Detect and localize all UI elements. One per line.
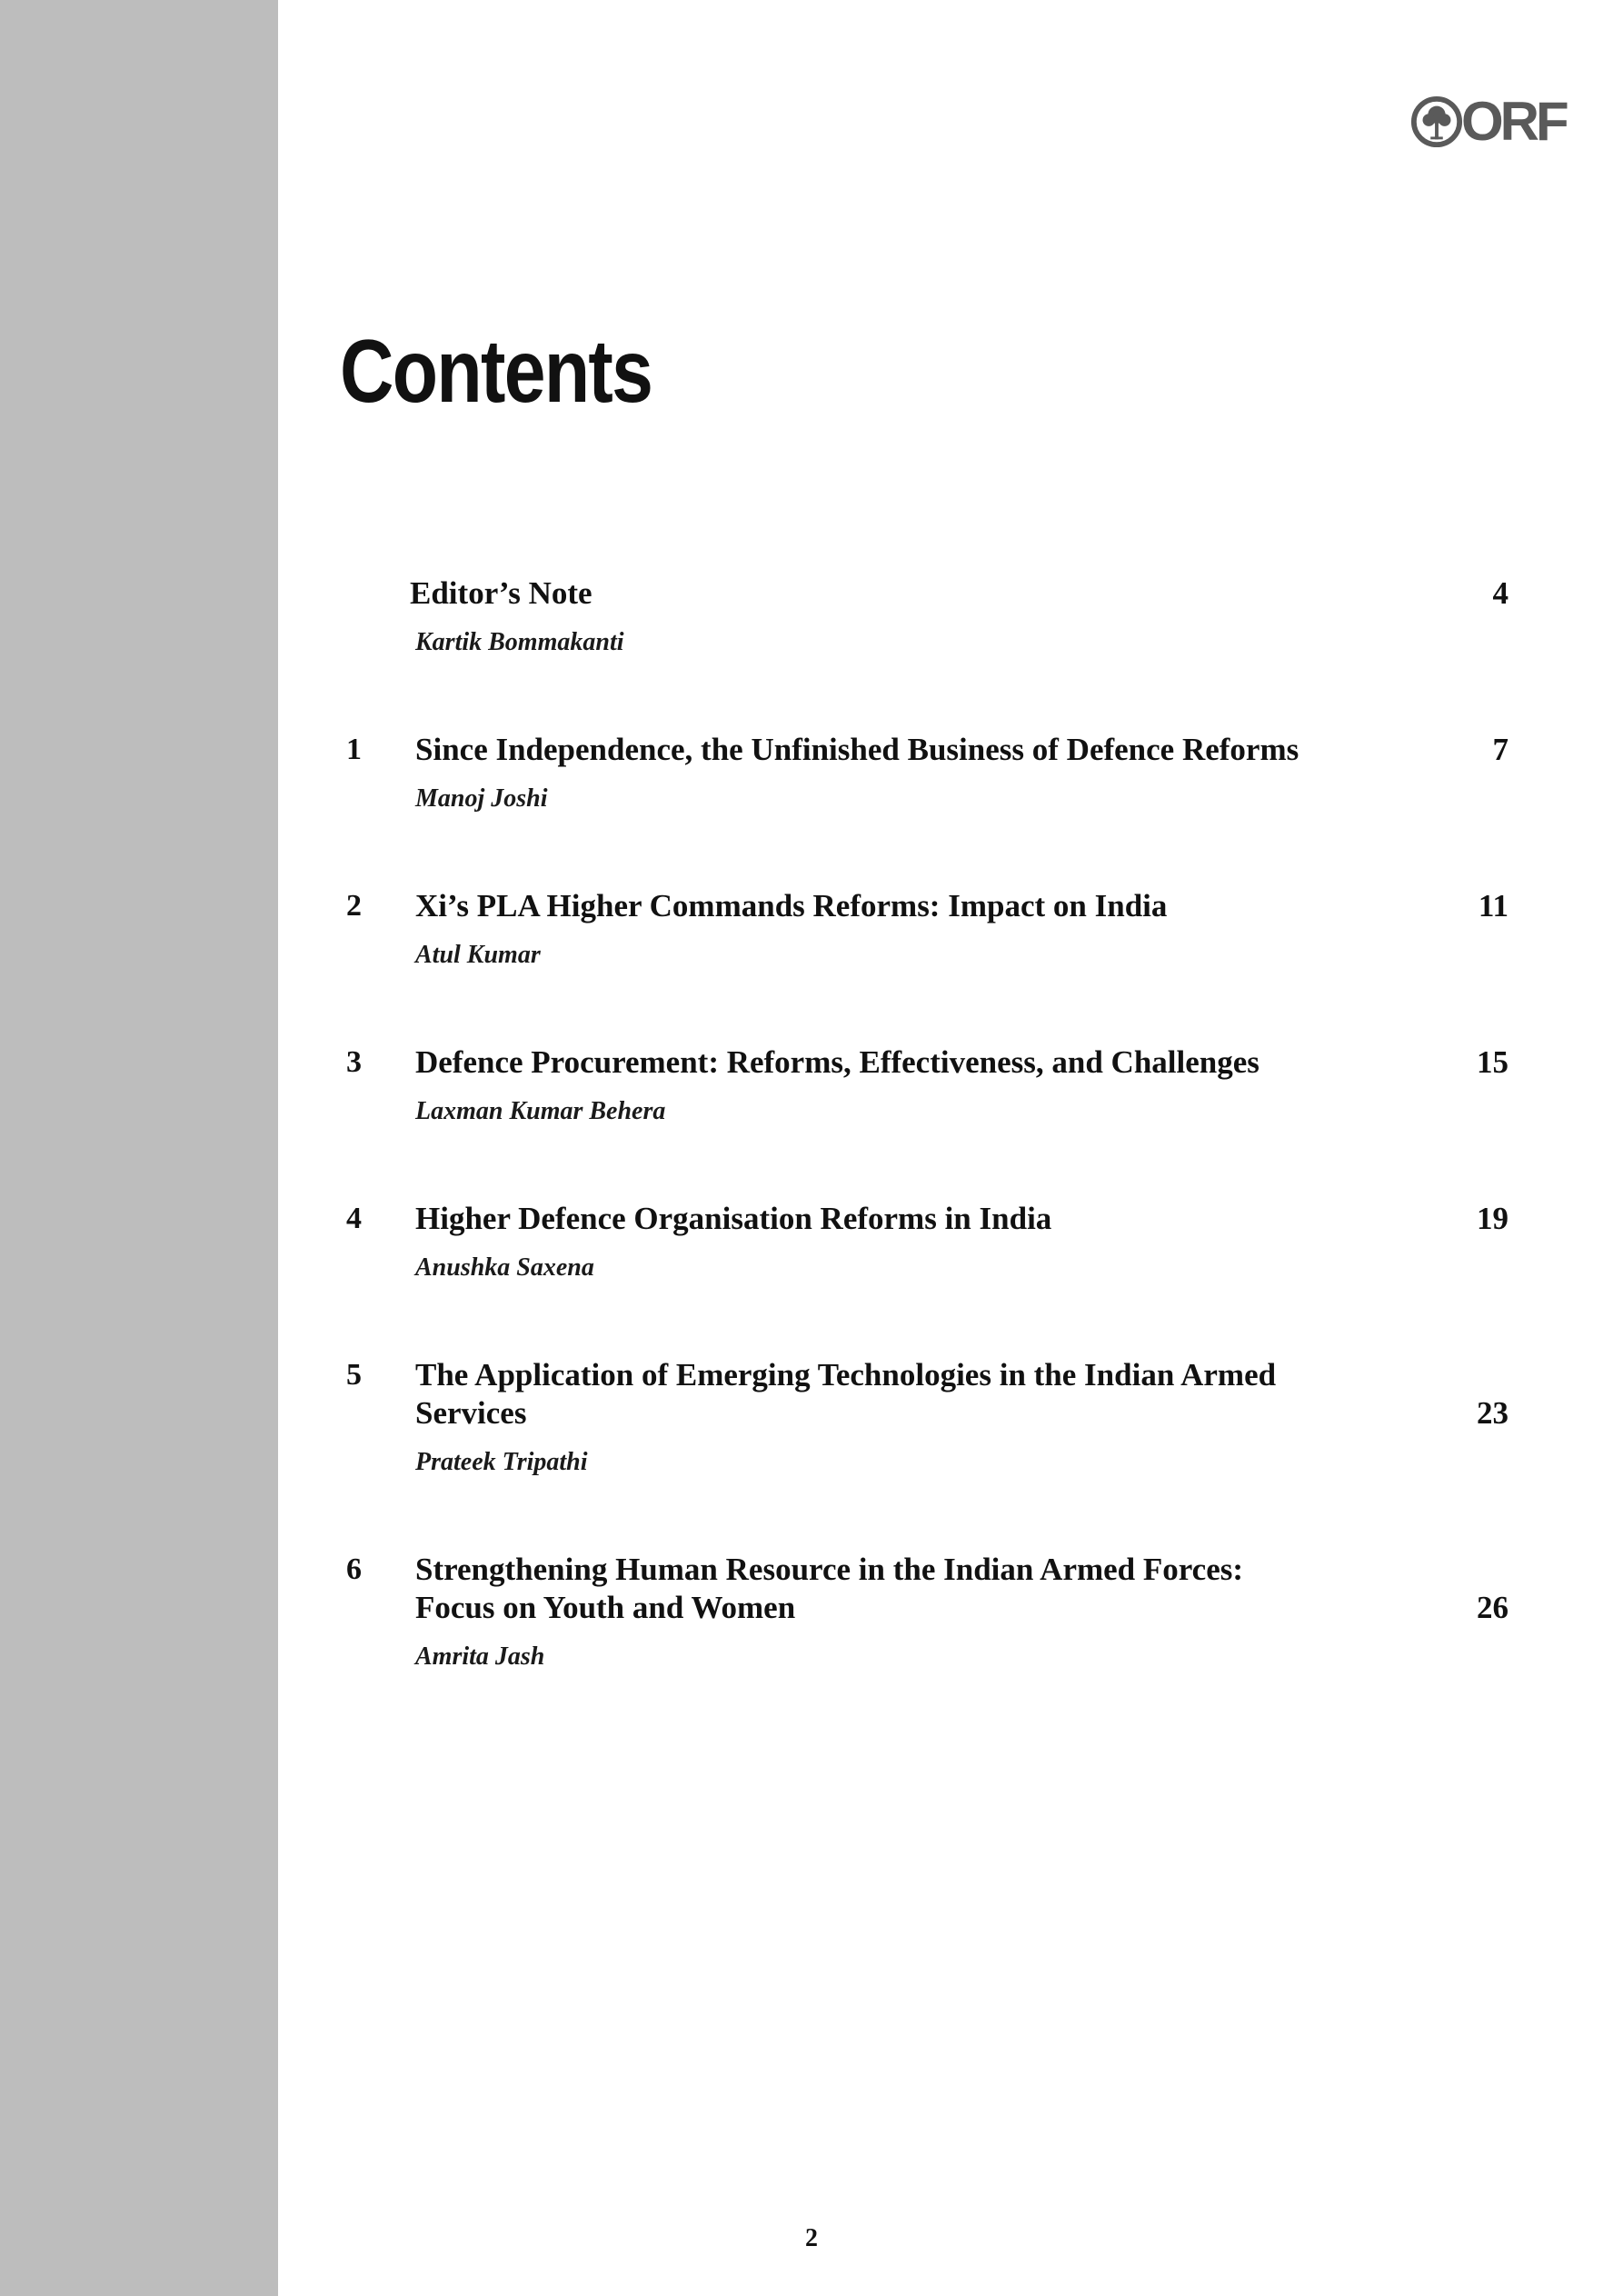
logo-text: ORF — [1461, 91, 1566, 152]
entry-number: 2 — [346, 889, 362, 923]
tree-logo-icon — [1410, 95, 1463, 148]
entry-number: 5 — [346, 1358, 362, 1392]
entry-page-number: 23 — [1477, 1395, 1508, 1431]
entry-number: 3 — [346, 1045, 362, 1079]
page-title: Contents — [340, 321, 652, 421]
entry-author: Anushka Saxena — [415, 1253, 594, 1282]
entry-number: 4 — [346, 1202, 362, 1235]
entry-page-number: 26 — [1477, 1590, 1508, 1625]
entry-title[interactable]: Defence Procurement: Reforms, Effectiveness, and Challenges — [415, 1044, 1260, 1080]
entry-author: Amrita Jash — [415, 1642, 545, 1671]
entry-author: Kartik Bommakanti — [415, 628, 624, 656]
entry-title[interactable]: The Application of Emerging Technologies in the Indian Armed Services — [415, 1357, 1277, 1431]
entry-author: Manoj Joshi — [415, 784, 548, 813]
entry-number: 6 — [346, 1552, 362, 1586]
entry-author: Laxman Kumar Behera — [415, 1097, 666, 1125]
entry-title[interactable]: Since Independence, the Unfinished Business of Defence Reforms — [415, 732, 1299, 767]
entry-title[interactable]: Editor’s Note — [410, 575, 592, 611]
entry-author: Prateek Tripathi — [415, 1448, 588, 1476]
entry-page-number: 7 — [1492, 732, 1508, 767]
entry-title[interactable]: Xi’s PLA Higher Commands Reforms: Impact on India — [415, 888, 1168, 923]
entry-title[interactable]: Strengthening Human Resource in the Indian Armed Forces: Focus on Youth and Women — [415, 1552, 1244, 1625]
entry-number: 1 — [346, 733, 362, 766]
entry-page-number: 11 — [1478, 888, 1508, 923]
page-number: 2 — [805, 2224, 818, 2252]
entry-author: Atul Kumar — [415, 941, 541, 969]
entry-page-number: 19 — [1477, 1201, 1508, 1236]
entry-page-number: 15 — [1477, 1044, 1508, 1080]
orf-logo — [1410, 91, 1566, 152]
entry-title[interactable]: Higher Defence Organisation Reforms in India — [415, 1201, 1052, 1236]
side-band — [0, 0, 278, 2296]
entry-page-number: 4 — [1492, 575, 1508, 611]
